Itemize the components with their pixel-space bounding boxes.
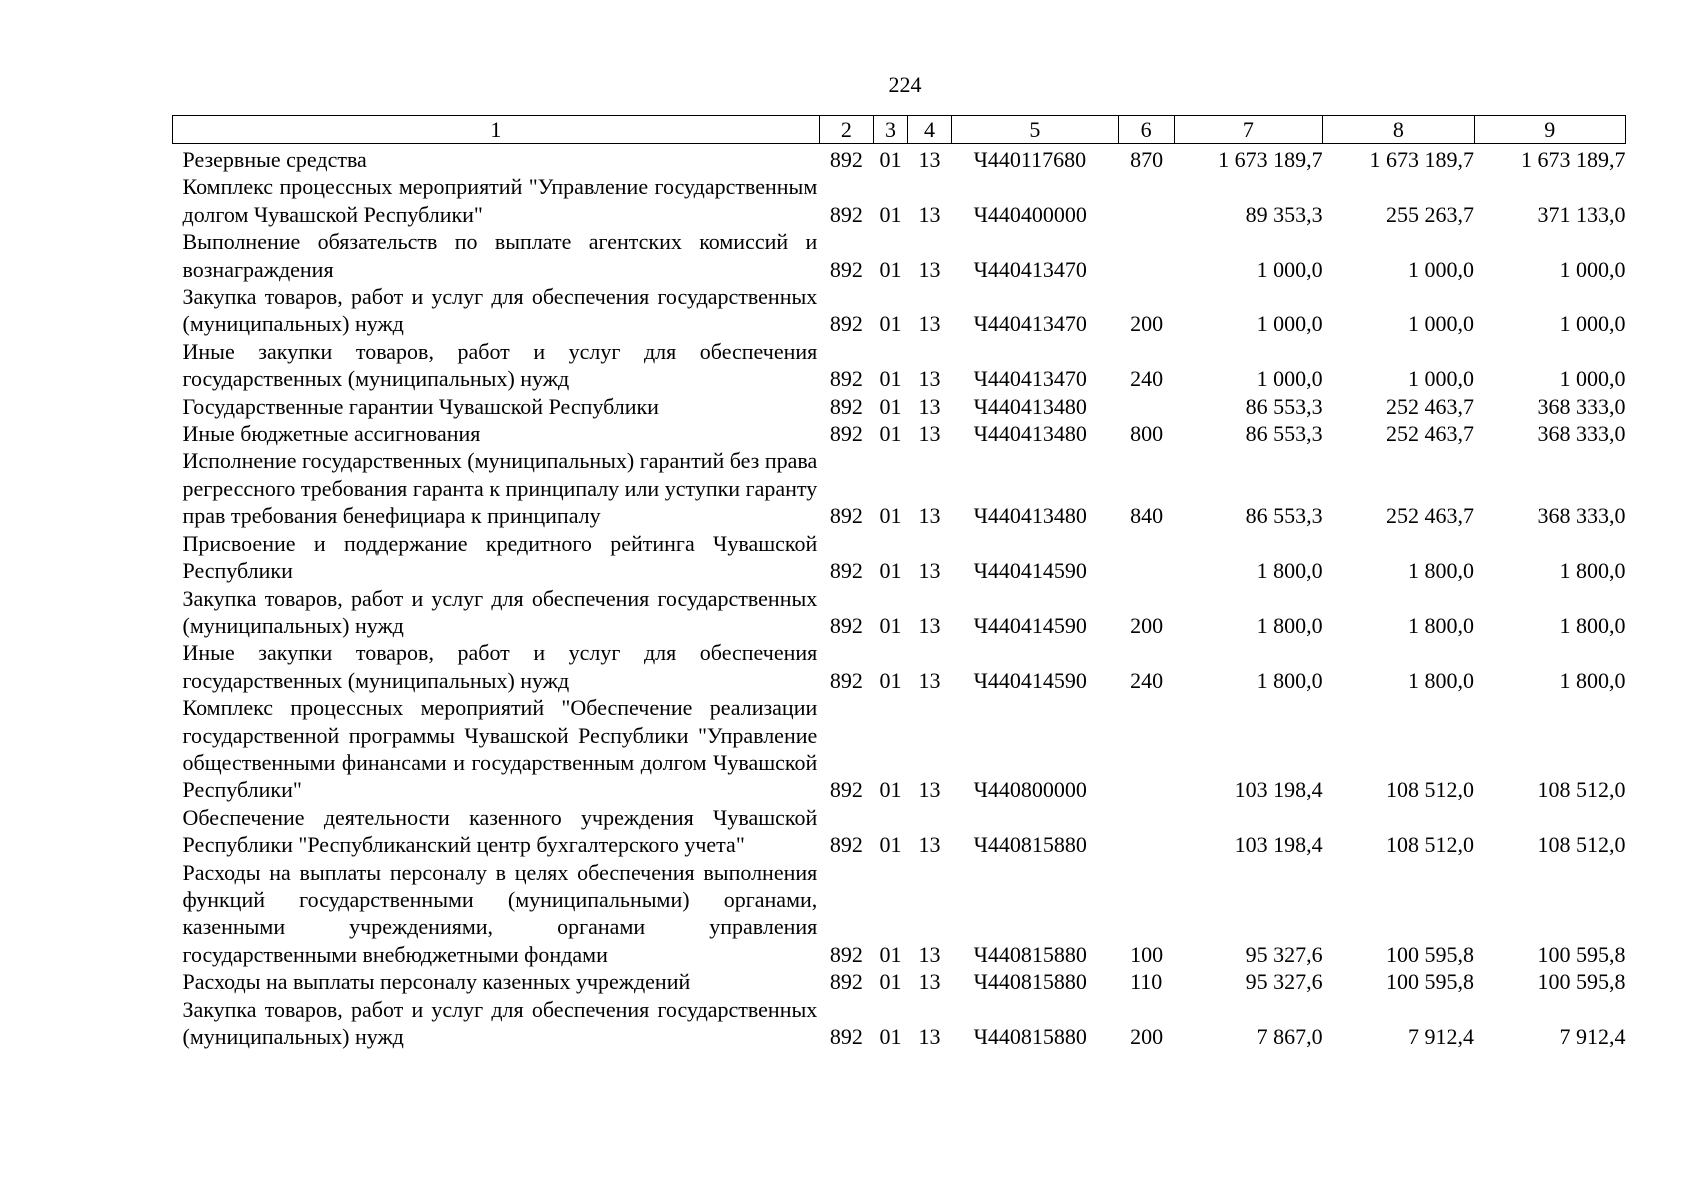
row-amount-col8: 1 800,0 — [1408, 612, 1475, 638]
row-description: Иные закупки товаров, работ и услуг для обеспечения государственных (муниципальных) нужд — [182, 338, 818, 392]
row-section-code: 01 — [879, 941, 902, 967]
row-description: Закупка товаров, работ и услуг для обеспечения государственных (муниципальных) нужд — [182, 585, 818, 638]
row-description: Исполнение государственных (муниципальных) гарантий без права регрессного требования гаранта к принципалу или уступки гаранту прав требования бенефициара к принципалу — [182, 448, 818, 529]
row-ministry-code: 892 — [829, 832, 863, 858]
table-row — [173, 530, 1626, 585]
row-amount-col9: 371 133,0 — [1537, 201, 1626, 227]
row-expense-type — [1118, 804, 1174, 859]
table-row — [173, 859, 1626, 969]
table-row — [173, 173, 1626, 228]
row-amount-col9: 1 000,0 — [1559, 311, 1626, 337]
row-amount-col7: 86 553,3 — [1245, 393, 1323, 419]
row-subsection-code: 13 — [918, 311, 941, 337]
row-amount-col9: 1 800,0 — [1559, 667, 1626, 693]
row-expense-type: 200 — [1130, 612, 1164, 638]
row-section-code: 01 — [879, 147, 902, 172]
table-row — [173, 585, 1626, 640]
row-description: Закупка товаров, работ и услуг для обеспечения государственных (муниципальных) нужд — [182, 284, 818, 337]
row-subsection-code: 13 — [918, 366, 941, 392]
row-section-code: 01 — [879, 366, 902, 392]
row-expense-type: 200 — [1130, 311, 1164, 337]
row-description: Комплекс процессных мероприятий "Управление государственным долгом Чувашской Республики" — [182, 174, 818, 227]
row-description: Расходы на выплаты персоналу в целях обеспечения выполнения функций государственными (муниципальными) органами, казенными учреждениями, органами управления государственными внебюджетными фондами — [182, 859, 818, 967]
row-expense-type: 110 — [1130, 969, 1163, 995]
table-row — [173, 283, 1626, 338]
row-subsection-code: 13 — [918, 558, 941, 584]
row-amount-col8: 1 800,0 — [1408, 667, 1475, 693]
row-expense-type — [1118, 530, 1174, 585]
row-expense-type: 100 — [1130, 941, 1164, 967]
row-amount-col8: 1 673 189,7 — [1369, 147, 1475, 172]
row-target-article: Ч440413480 — [973, 503, 1087, 529]
row-amount-col8: 252 463,7 — [1386, 503, 1475, 529]
row-amount-col9: 1 000,0 — [1559, 256, 1626, 282]
row-subsection-code: 13 — [918, 421, 941, 447]
table-row — [173, 393, 1626, 420]
row-amount-col7: 86 553,3 — [1245, 503, 1323, 529]
column-header-6: 6 — [1118, 116, 1174, 144]
table-row — [173, 420, 1626, 447]
row-description: Государственные гарантии Чувашской Республики — [182, 393, 659, 419]
row-target-article: Ч440815880 — [973, 832, 1087, 858]
row-amount-col8: 1 000,0 — [1408, 311, 1475, 337]
row-amount-col8: 1 800,0 — [1408, 558, 1475, 584]
page-number: 224 — [888, 72, 922, 97]
row-target-article: Ч440413470 — [973, 311, 1087, 337]
row-ministry-code: 892 — [829, 941, 863, 967]
row-subsection-code: 13 — [918, 612, 941, 638]
row-ministry-code: 892 — [829, 147, 863, 172]
row-description: Комплекс процессных мероприятий "Обеспечение реализации государственной программы Чувашской Республики "Управление общественными финансами и государственным долгом Чувашской Республики" — [182, 695, 818, 803]
row-expense-type: 840 — [1130, 503, 1164, 529]
row-amount-col8: 1 000,0 — [1408, 366, 1475, 392]
row-amount-col9: 368 333,0 — [1537, 421, 1626, 447]
row-description: Резервные средства — [182, 147, 367, 172]
row-amount-col8: 1 000,0 — [1408, 256, 1475, 282]
row-target-article: Ч440815880 — [973, 969, 1087, 995]
table-header-row — [173, 116, 1626, 144]
row-section-code: 01 — [879, 832, 902, 858]
row-description: Закупка товаров, работ и услуг для обеспечения государственных (муниципальных) нужд — [182, 996, 818, 1049]
row-section-code: 01 — [879, 1024, 902, 1049]
row-description: Расходы на выплаты персоналу казенных учреждений — [182, 969, 691, 995]
row-section-code: 01 — [879, 612, 902, 638]
row-target-article: Ч440413480 — [973, 393, 1087, 419]
row-amount-col9: 100 595,8 — [1537, 969, 1626, 995]
table-body — [173, 144, 1626, 1051]
row-section-code: 01 — [879, 503, 902, 529]
row-amount-col8: 255 263,7 — [1386, 201, 1475, 227]
column-header-1: 1 — [173, 116, 820, 144]
row-ministry-code: 892 — [829, 612, 863, 638]
row-expense-type: 200 — [1130, 1024, 1164, 1049]
row-target-article: Ч440815880 — [973, 941, 1087, 967]
column-header-3: 3 — [873, 116, 907, 144]
row-target-article: Ч440800000 — [973, 777, 1087, 803]
row-ministry-code: 892 — [829, 969, 863, 995]
table-row — [173, 804, 1626, 859]
row-section-code: 01 — [879, 777, 902, 803]
row-target-article: Ч440414590 — [973, 667, 1087, 693]
row-amount-col8: 100 595,8 — [1386, 941, 1475, 967]
row-subsection-code: 13 — [918, 777, 941, 803]
row-section-code: 01 — [879, 311, 902, 337]
row-ministry-code: 892 — [829, 1024, 863, 1049]
row-amount-col7: 7 867,0 — [1256, 1024, 1323, 1049]
row-amount-col9: 1 673 189,7 — [1521, 147, 1626, 172]
row-subsection-code: 13 — [918, 941, 941, 967]
row-amount-col9: 1 800,0 — [1559, 558, 1626, 584]
row-amount-col9: 100 595,8 — [1537, 941, 1626, 967]
row-amount-col7: 103 198,4 — [1234, 832, 1323, 858]
row-amount-col9: 1 800,0 — [1559, 612, 1626, 638]
table-row — [173, 639, 1626, 694]
row-target-article: Ч440413470 — [973, 366, 1087, 392]
column-header-9: 9 — [1474, 116, 1625, 144]
row-section-code: 01 — [879, 201, 902, 227]
row-amount-col7: 89 353,3 — [1245, 201, 1323, 227]
column-header-7: 7 — [1174, 116, 1322, 144]
row-ministry-code: 892 — [829, 667, 863, 693]
row-description: Присвоение и поддержание кредитного рейтинга Чувашской Республики — [182, 530, 818, 584]
row-section-code: 01 — [879, 558, 902, 584]
row-amount-col7: 1 800,0 — [1256, 667, 1323, 693]
table-row — [173, 968, 1626, 995]
row-subsection-code: 13 — [918, 503, 941, 529]
row-target-article: Ч440400000 — [973, 201, 1087, 227]
budget-table — [172, 115, 1626, 1050]
table-row — [173, 447, 1626, 529]
row-ministry-code: 892 — [829, 201, 863, 227]
row-subsection-code: 13 — [918, 969, 941, 995]
row-amount-col8: 252 463,7 — [1386, 421, 1475, 447]
row-ministry-code: 892 — [829, 393, 863, 419]
row-expense-type — [1118, 393, 1174, 420]
row-amount-col7: 1 673 189,7 — [1218, 147, 1323, 172]
row-ministry-code: 892 — [829, 777, 863, 803]
row-ministry-code: 892 — [829, 503, 863, 529]
row-ministry-code: 892 — [829, 421, 863, 447]
row-section-code: 01 — [879, 969, 902, 995]
row-subsection-code: 13 — [918, 1024, 941, 1049]
row-section-code: 01 — [879, 421, 902, 447]
row-target-article: Ч440413470 — [973, 256, 1087, 282]
row-amount-col9: 108 512,0 — [1537, 777, 1626, 803]
row-amount-col7: 1 800,0 — [1256, 558, 1323, 584]
table-row — [173, 144, 1626, 174]
table-row — [173, 996, 1626, 1051]
row-section-code: 01 — [879, 393, 902, 419]
row-amount-col7: 95 327,6 — [1245, 969, 1323, 995]
column-header-2: 2 — [819, 116, 873, 144]
row-expense-type — [1118, 173, 1174, 228]
row-ministry-code: 892 — [829, 558, 863, 584]
column-header-4: 4 — [908, 116, 952, 144]
row-amount-col8: 108 512,0 — [1386, 832, 1475, 858]
row-amount-col7: 86 553,3 — [1245, 421, 1323, 447]
row-amount-col8: 7 912,4 — [1408, 1024, 1475, 1049]
row-description: Обеспечение деятельности казенного учреждения Чувашской Республики "Республиканский центр бухгалтерского учета" — [182, 804, 818, 858]
row-target-article: Ч440117680 — [973, 147, 1087, 172]
row-amount-col9: 7 912,4 — [1559, 1024, 1626, 1049]
row-amount-col9: 1 000,0 — [1559, 366, 1626, 392]
row-expense-type — [1118, 694, 1174, 804]
row-subsection-code: 13 — [918, 256, 941, 282]
row-ministry-code: 892 — [829, 256, 863, 282]
row-expense-type: 800 — [1130, 421, 1164, 447]
table-row — [173, 338, 1626, 393]
row-amount-col7: 95 327,6 — [1245, 941, 1323, 967]
row-amount-col9: 368 333,0 — [1537, 503, 1626, 529]
row-amount-col8: 108 512,0 — [1386, 777, 1475, 803]
row-subsection-code: 13 — [918, 393, 941, 419]
row-description: Иные бюджетные ассигнования — [182, 421, 481, 447]
row-description: Выполнение обязательств по выплате агентских комиссий и вознаграждения — [182, 229, 818, 282]
row-expense-type: 240 — [1130, 366, 1164, 392]
row-target-article: Ч440414590 — [973, 558, 1087, 584]
table-row — [173, 694, 1626, 804]
row-ministry-code: 892 — [829, 311, 863, 337]
row-expense-type — [1118, 228, 1174, 283]
row-ministry-code: 892 — [829, 366, 863, 392]
column-header-8: 8 — [1323, 116, 1474, 144]
column-header-5: 5 — [952, 116, 1118, 144]
row-amount-col7: 1 800,0 — [1256, 612, 1323, 638]
row-expense-type: 870 — [1130, 147, 1164, 172]
row-amount-col9: 108 512,0 — [1537, 832, 1626, 858]
row-subsection-code: 13 — [918, 201, 941, 227]
row-target-article: Ч440414590 — [973, 612, 1087, 638]
row-target-article: Ч440413480 — [973, 421, 1087, 447]
row-amount-col7: 1 000,0 — [1256, 366, 1323, 392]
row-amount-col7: 103 198,4 — [1234, 777, 1323, 803]
row-subsection-code: 13 — [918, 667, 941, 693]
row-amount-col7: 1 000,0 — [1256, 311, 1323, 337]
table-row — [173, 228, 1626, 283]
row-amount-col8: 252 463,7 — [1386, 393, 1475, 419]
row-amount-col9: 368 333,0 — [1537, 393, 1626, 419]
row-section-code: 01 — [879, 667, 902, 693]
row-amount-col7: 1 000,0 — [1256, 256, 1323, 282]
row-subsection-code: 13 — [918, 147, 941, 172]
row-section-code: 01 — [879, 256, 902, 282]
row-expense-type: 240 — [1130, 667, 1164, 693]
row-description: Иные закупки товаров, работ и услуг для обеспечения государственных (муниципальных) нужд — [182, 640, 818, 693]
row-amount-col8: 100 595,8 — [1386, 969, 1475, 995]
row-target-article: Ч440815880 — [973, 1024, 1087, 1049]
row-subsection-code: 13 — [918, 832, 941, 858]
